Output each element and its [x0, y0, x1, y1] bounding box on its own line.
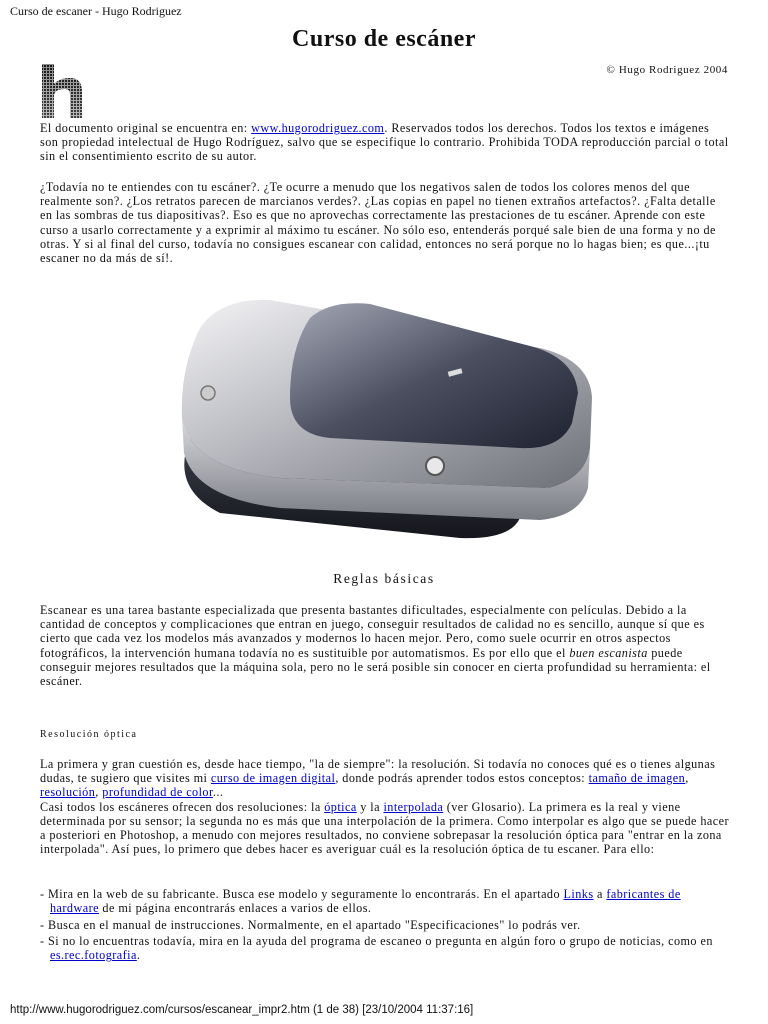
scanner-image	[160, 288, 610, 543]
resolucion-link[interactable]: resolución	[40, 785, 96, 800]
page-footer-url: http://www.hugorodriguez.com/cursos/escanear_impr2.htm (1 de 38) [23/10/2004 11:37:16]	[10, 1004, 474, 1016]
h-logo-icon	[38, 62, 88, 120]
reglas-paragraph: Escanear es una tarea bastante especializada que presenta bastantes dificultades, especialmente con películas. Debido a la cantidad de conceptos y complicaciones que entran en juego, conseguir resultados de calidad no es sencillo, aunque sí que es cierto que cada vez los modelos más avanzados y modernos lo hacen mejor. Pero, como suele ocurrir en otros aspectos fotográficos, la intervención humana todavía no es sustituible por automatismos. Es por ello que el buen escanista puede conseguir mejores resultados que la máquina sola, pero no le será posible sin conocer en cierta profundidad su herramienta: el escáner.	[40, 603, 711, 689]
list-item: - Si no lo encuentras todavía, mira en la ayuda del programa de escaneo o pregunta en algún foro o grupo de noticias, como en es.rec.fotografia.	[40, 934, 713, 963]
document-header: Curso de escaner - Hugo Rodriguez	[10, 4, 182, 18]
copyright-notice: © Hugo Rodriguez 2004	[606, 64, 728, 76]
section-heading-reglas: Reglas básicas	[333, 571, 435, 586]
profundidad-color-link[interactable]: profundidad de color	[102, 785, 213, 800]
tamano-imagen-link[interactable]: tamaño de imagen	[588, 771, 686, 786]
optica-link[interactable]: óptica	[324, 799, 357, 814]
es-rec-fotografia-link[interactable]: es.rec.fotografia	[50, 948, 137, 963]
questions-paragraph: ¿Todavía no te entiendes con tu escáner?. ¿Te ocurre a menudo que los negativos salen de todos los colores menos del que realmente son?. ¿Los retratos parecen de marcianos verdes?. ¿Las copias en papel no tienen extraños artefactos?. ¿Falta detalle en las sombras de tus diapositivas?. Eso es que no aprovechas correctamente las prestaciones de tu escáner. Aprende con este curso a usarlo correctamente y a exprimir al máximo tu escáner. No sólo eso, entenderás porqué sale bien de una forma y no de otras. Y si al final del curso, todavía no consigues escanear con calidad, entonces no será porque no lo hagas bien; es que...¡tu escaner no da más de sí!.	[40, 180, 716, 266]
page-title: Curso de escáner	[292, 26, 476, 52]
curso-imagen-digital-link[interactable]: curso de imagen digital	[210, 771, 336, 786]
buen-escanista-emphasis: buen escanista	[569, 645, 648, 660]
interpolada-link[interactable]: interpolada	[383, 799, 444, 814]
list-item: - Busca en el manual de instrucciones. Normalmente, en el apartado "Especificaciones" lo podrás ver.	[40, 917, 581, 932]
resolucion-paragraph: La primera y gran cuestión es, desde hace tiempo, "la de siempre": la resolución. Si todavía no conoces qué es o tienes algunas dudas, te sugiero que visites mi curso de imagen digital, donde podrás aprender todos estos conceptos: tamaño de imagen, resolución, profundidad de color... Casi todos los escáneres ofrecen dos resoluciones: la óptica y la interpolada (ver Glosario). La primera es la real y viene determinada por su sensor; la segunda no es más que una interpolación de la primera. Como interpolar es algo que se puede hacer a posteriori en Photoshop, a menudo con mejores resultados, no conviene sobrepasar la resolución óptica para "entrar en la zona interpolada". Así pues, lo primero que debes hacer es averiguar cuál es la resolución óptica de tu escaner. Para ello:	[40, 757, 729, 857]
links-link[interactable]: Links	[563, 887, 594, 901]
intro-paragraph: El documento original se encuentra en: www.hugorodriguez.com. Reservados todos los derechos. Todos los textos e imágenes son propiedad intelectual de Hugo Rodríguez, salvo que se especifique lo contrario. Prohibida TODA reproducción parcial o total sin el consentimiento escrito de su autor.	[40, 121, 729, 164]
list-item: - Mira en la web de su fabricante. Busca ese modelo y seguramente lo encontrarás. En el apartado Links a fabricantes de hardware de mi página encontrarás enlaces a varios de ellos.	[40, 887, 681, 916]
section-heading-resolucion: Resolución óptica	[40, 729, 138, 740]
hugorodriguez-link[interactable]: www.hugorodriguez.com	[251, 121, 385, 135]
tips-list	[40, 887, 730, 965]
fabricantes-hardware-link[interactable]: fabricantes de hardware	[50, 887, 681, 916]
